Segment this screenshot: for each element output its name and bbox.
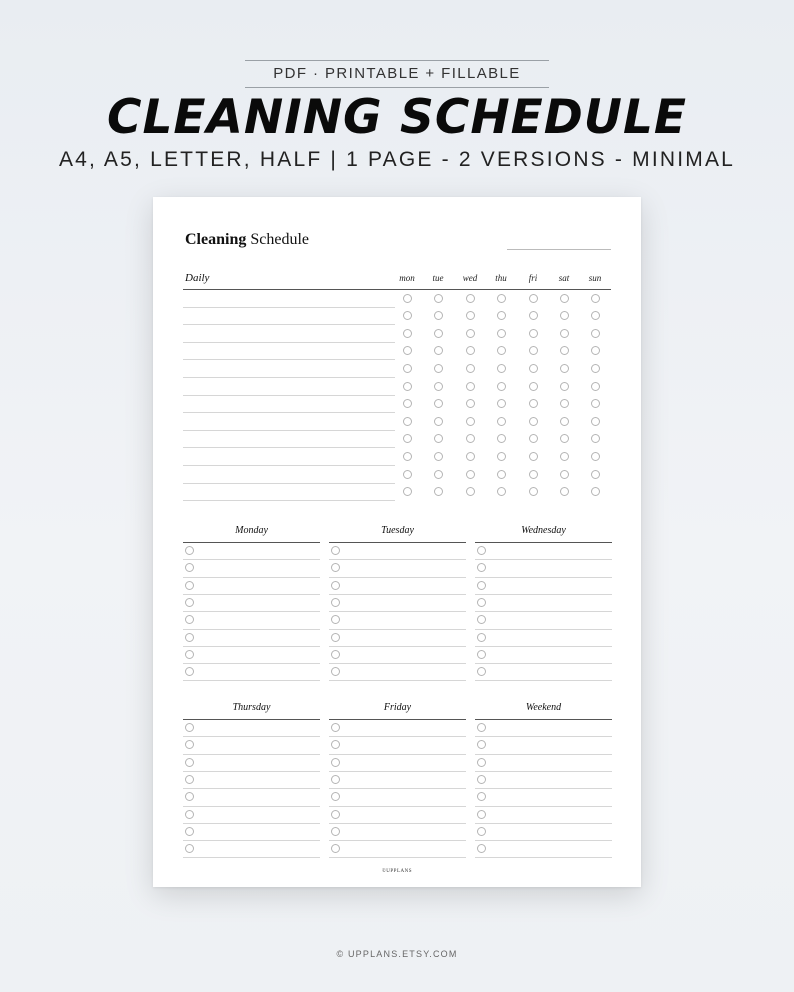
section-checkbox-tuesday[interactable] <box>331 563 340 572</box>
section-task-line-weekend[interactable] <box>475 771 612 772</box>
daily-checkbox-sun[interactable] <box>591 346 600 355</box>
section-checkbox-friday[interactable] <box>331 827 340 836</box>
section-title-monday: Monday <box>235 525 268 536</box>
section-checkbox-wednesday[interactable] <box>477 615 486 624</box>
daily-checkbox-sat[interactable] <box>560 470 569 479</box>
daily-task-line[interactable] <box>183 377 395 378</box>
daily-checkbox-thu[interactable] <box>497 329 506 338</box>
section-task-line-tuesday[interactable] <box>329 594 466 595</box>
main-title: CLEANING SCHEDULE <box>106 90 688 145</box>
daily-checkbox-sun[interactable] <box>591 470 600 479</box>
section-task-line-tuesday[interactable] <box>329 680 466 681</box>
section-checkbox-monday[interactable] <box>185 667 194 676</box>
daily-checkbox-sun[interactable] <box>591 452 600 461</box>
daily-checkbox-fri[interactable] <box>529 452 538 461</box>
section-rule-wednesday <box>475 542 612 543</box>
daily-task-line[interactable] <box>183 307 395 308</box>
section-checkbox-weekend[interactable] <box>477 792 486 801</box>
section-task-line-friday[interactable] <box>329 823 466 824</box>
section-checkbox-monday[interactable] <box>185 581 194 590</box>
daily-task-line[interactable] <box>183 324 395 325</box>
daily-checkbox-sat[interactable] <box>560 346 569 355</box>
section-checkbox-tuesday[interactable] <box>331 650 340 659</box>
section-checkbox-wednesday[interactable] <box>477 546 486 555</box>
section-checkbox-friday[interactable] <box>331 723 340 732</box>
daily-checkbox-thu[interactable] <box>497 294 506 303</box>
daily-checkbox-wed[interactable] <box>466 346 475 355</box>
section-checkbox-friday[interactable] <box>331 810 340 819</box>
daily-checkbox-sat[interactable] <box>560 399 569 408</box>
section-task-line-thursday[interactable] <box>183 736 320 737</box>
day-header-mon: mon <box>399 273 415 283</box>
section-task-line-monday[interactable] <box>183 594 320 595</box>
daily-checkbox-sat[interactable] <box>560 294 569 303</box>
section-task-line-monday[interactable] <box>183 577 320 578</box>
daily-task-line[interactable] <box>183 430 395 431</box>
section-checkbox-weekend[interactable] <box>477 723 486 732</box>
section-checkbox-tuesday[interactable] <box>331 581 340 590</box>
section-task-line-friday[interactable] <box>329 788 466 789</box>
section-task-line-weekend[interactable] <box>475 857 612 858</box>
section-rule-friday <box>329 719 466 720</box>
daily-checkbox-tue[interactable] <box>434 382 443 391</box>
daily-checkbox-sun[interactable] <box>591 487 600 496</box>
daily-checkbox-mon[interactable] <box>403 470 412 479</box>
daily-checkbox-thu[interactable] <box>497 417 506 426</box>
daily-checkbox-tue[interactable] <box>434 434 443 443</box>
section-checkbox-weekend[interactable] <box>477 827 486 836</box>
daily-checkbox-thu[interactable] <box>497 470 506 479</box>
daily-task-line[interactable] <box>183 500 395 501</box>
section-task-line-thursday[interactable] <box>183 857 320 858</box>
daily-checkbox-wed[interactable] <box>466 382 475 391</box>
sheet-title <box>185 231 309 249</box>
daily-checkbox-mon[interactable] <box>403 311 412 320</box>
section-checkbox-tuesday[interactable] <box>331 615 340 624</box>
section-task-line-monday[interactable] <box>183 646 320 647</box>
section-checkbox-wednesday[interactable] <box>477 581 486 590</box>
section-checkbox-thursday[interactable] <box>185 775 194 784</box>
daily-checkbox-tue[interactable] <box>434 311 443 320</box>
daily-checkbox-sat[interactable] <box>560 417 569 426</box>
daily-checkbox-wed[interactable] <box>466 487 475 496</box>
section-checkbox-thursday[interactable] <box>185 810 194 819</box>
daily-checkbox-sat[interactable] <box>560 434 569 443</box>
section-checkbox-weekend[interactable] <box>477 758 486 767</box>
section-task-line-tuesday[interactable] <box>329 559 466 560</box>
section-title-friday: Friday <box>383 702 412 713</box>
daily-checkbox-fri[interactable] <box>529 364 538 373</box>
section-checkbox-friday[interactable] <box>331 740 340 749</box>
section-checkbox-monday[interactable] <box>185 633 194 642</box>
footer-credit: © UPPLANS.ETSY.COM <box>336 949 458 959</box>
section-task-line-wednesday[interactable] <box>475 646 612 647</box>
daily-checkbox-sun[interactable] <box>591 382 600 391</box>
daily-checkbox-sun[interactable] <box>591 329 600 338</box>
section-checkbox-tuesday[interactable] <box>331 598 340 607</box>
section-rule-tuesday <box>329 542 466 543</box>
daily-checkbox-fri[interactable] <box>529 382 538 391</box>
daily-checkbox-thu[interactable] <box>497 434 506 443</box>
daily-task-line[interactable] <box>183 465 395 466</box>
daily-checkbox-mon[interactable] <box>403 294 412 303</box>
daily-checkbox-thu[interactable] <box>497 311 506 320</box>
daily-checkbox-sun[interactable] <box>591 417 600 426</box>
daily-task-line[interactable] <box>183 412 395 413</box>
section-title-tuesday: Tuesday <box>381 525 414 536</box>
section-task-line-thursday[interactable] <box>183 823 320 824</box>
section-checkbox-friday[interactable] <box>331 775 340 784</box>
section-task-line-wednesday[interactable] <box>475 629 612 630</box>
daily-checkbox-fri[interactable] <box>529 470 538 479</box>
section-checkbox-wednesday[interactable] <box>477 667 486 676</box>
daily-checkbox-mon[interactable] <box>403 452 412 461</box>
section-task-line-friday[interactable] <box>329 857 466 858</box>
section-task-line-weekend[interactable] <box>475 840 612 841</box>
section-checkbox-wednesday[interactable] <box>477 650 486 659</box>
daily-checkbox-thu[interactable] <box>497 452 506 461</box>
daily-checkbox-wed[interactable] <box>466 399 475 408</box>
daily-checkbox-sun[interactable] <box>591 311 600 320</box>
section-checkbox-weekend[interactable] <box>477 810 486 819</box>
title-write-line[interactable] <box>507 249 611 250</box>
daily-checkbox-wed[interactable] <box>466 364 475 373</box>
daily-checkbox-fri[interactable] <box>529 329 538 338</box>
daily-checkbox-mon[interactable] <box>403 346 412 355</box>
section-task-line-wednesday[interactable] <box>475 663 612 664</box>
daily-checkbox-fri[interactable] <box>529 417 538 426</box>
section-checkbox-weekend[interactable] <box>477 844 486 853</box>
section-task-line-weekend[interactable] <box>475 788 612 789</box>
section-rule-monday <box>183 542 320 543</box>
section-checkbox-thursday[interactable] <box>185 844 194 853</box>
sheet-title-regular: Schedule <box>246 231 309 248</box>
daily-checkbox-wed[interactable] <box>466 417 475 426</box>
section-checkbox-wednesday[interactable] <box>477 598 486 607</box>
daily-checkbox-tue[interactable] <box>434 294 443 303</box>
section-rule-weekend <box>475 719 612 720</box>
section-task-line-friday[interactable] <box>329 754 466 755</box>
section-task-line-weekend[interactable] <box>475 736 612 737</box>
daily-checkbox-tue[interactable] <box>434 399 443 408</box>
section-task-line-monday[interactable] <box>183 629 320 630</box>
section-task-line-thursday[interactable] <box>183 771 320 772</box>
daily-checkbox-sun[interactable] <box>591 364 600 373</box>
planner-sheet <box>153 197 641 887</box>
section-task-line-tuesday[interactable] <box>329 611 466 612</box>
daily-task-line[interactable] <box>183 395 395 396</box>
daily-checkbox-mon[interactable] <box>403 434 412 443</box>
daily-checkbox-mon[interactable] <box>403 487 412 496</box>
section-task-line-weekend[interactable] <box>475 754 612 755</box>
daily-checkbox-sat[interactable] <box>560 311 569 320</box>
daily-checkbox-thu[interactable] <box>497 399 506 408</box>
daily-checkbox-thu[interactable] <box>497 346 506 355</box>
section-task-line-monday[interactable] <box>183 663 320 664</box>
daily-checkbox-sat[interactable] <box>560 329 569 338</box>
daily-checkbox-sat[interactable] <box>560 452 569 461</box>
section-checkbox-monday[interactable] <box>185 615 194 624</box>
day-header-sat: sat <box>558 273 570 283</box>
section-checkbox-friday[interactable] <box>331 792 340 801</box>
section-title-wednesday: Wednesday <box>521 525 566 536</box>
brand-mark: ©UPPLANS <box>381 869 413 874</box>
daily-checkbox-thu[interactable] <box>497 382 506 391</box>
section-task-line-thursday[interactable] <box>183 840 320 841</box>
sheet-title-bold: Cleaning <box>185 231 247 248</box>
section-title-thursday: Thursday <box>232 702 271 713</box>
section-task-line-weekend[interactable] <box>475 806 612 807</box>
section-task-line-wednesday[interactable] <box>475 680 612 681</box>
section-rule-thursday <box>183 719 320 720</box>
section-checkbox-thursday[interactable] <box>185 827 194 836</box>
section-task-line-thursday[interactable] <box>183 806 320 807</box>
daily-checkbox-tue[interactable] <box>434 487 443 496</box>
daily-checkbox-fri[interactable] <box>529 346 538 355</box>
section-checkbox-monday[interactable] <box>185 650 194 659</box>
section-checkbox-thursday[interactable] <box>185 723 194 732</box>
section-checkbox-friday[interactable] <box>331 844 340 853</box>
section-task-line-wednesday[interactable] <box>475 577 612 578</box>
section-checkbox-wednesday[interactable] <box>477 633 486 642</box>
daily-checkbox-sat[interactable] <box>560 382 569 391</box>
section-task-line-friday[interactable] <box>329 806 466 807</box>
daily-checkbox-fri[interactable] <box>529 294 538 303</box>
daily-checkbox-tue[interactable] <box>434 452 443 461</box>
section-task-line-tuesday[interactable] <box>329 663 466 664</box>
tagline: PDF · PRINTABLE + FILLABLE <box>245 60 549 88</box>
daily-label: Daily <box>185 272 210 284</box>
daily-checkbox-fri[interactable] <box>529 434 538 443</box>
daily-checkbox-sat[interactable] <box>560 364 569 373</box>
daily-task-line[interactable] <box>183 447 395 448</box>
daily-header-rule <box>183 289 611 290</box>
section-checkbox-thursday[interactable] <box>185 758 194 767</box>
section-checkbox-monday[interactable] <box>185 563 194 572</box>
daily-checkbox-sat[interactable] <box>560 487 569 496</box>
daily-checkbox-mon[interactable] <box>403 382 412 391</box>
daily-checkbox-mon[interactable] <box>403 329 412 338</box>
section-checkbox-tuesday[interactable] <box>331 667 340 676</box>
section-task-line-friday[interactable] <box>329 736 466 737</box>
daily-checkbox-wed[interactable] <box>466 434 475 443</box>
section-checkbox-monday[interactable] <box>185 598 194 607</box>
section-task-line-thursday[interactable] <box>183 788 320 789</box>
daily-checkbox-wed[interactable] <box>466 329 475 338</box>
daily-checkbox-tue[interactable] <box>434 346 443 355</box>
section-task-line-wednesday[interactable] <box>475 559 612 560</box>
section-task-line-tuesday[interactable] <box>329 629 466 630</box>
section-task-line-friday[interactable] <box>329 840 466 841</box>
section-task-line-monday[interactable] <box>183 559 320 560</box>
section-task-line-friday[interactable] <box>329 771 466 772</box>
daily-checkbox-fri[interactable] <box>529 311 538 320</box>
daily-checkbox-tue[interactable] <box>434 364 443 373</box>
daily-checkbox-wed[interactable] <box>466 452 475 461</box>
section-checkbox-tuesday[interactable] <box>331 546 340 555</box>
daily-checkbox-tue[interactable] <box>434 470 443 479</box>
section-task-line-tuesday[interactable] <box>329 646 466 647</box>
daily-checkbox-thu[interactable] <box>497 487 506 496</box>
section-checkbox-tuesday[interactable] <box>331 633 340 642</box>
section-checkbox-weekend[interactable] <box>477 775 486 784</box>
section-task-line-monday[interactable] <box>183 611 320 612</box>
section-task-line-weekend[interactable] <box>475 823 612 824</box>
daily-checkbox-mon[interactable] <box>403 399 412 408</box>
section-checkbox-weekend[interactable] <box>477 740 486 749</box>
section-title-weekend: Weekend <box>525 702 562 713</box>
daily-checkbox-thu[interactable] <box>497 364 506 373</box>
daily-checkbox-sun[interactable] <box>591 434 600 443</box>
daily-checkbox-sun[interactable] <box>591 399 600 408</box>
daily-checkbox-fri[interactable] <box>529 399 538 408</box>
section-task-line-thursday[interactable] <box>183 754 320 755</box>
daily-checkbox-wed[interactable] <box>466 294 475 303</box>
daily-checkbox-fri[interactable] <box>529 487 538 496</box>
daily-task-line[interactable] <box>183 342 395 343</box>
daily-task-line[interactable] <box>183 483 395 484</box>
daily-checkbox-mon[interactable] <box>403 417 412 426</box>
daily-checkbox-sun[interactable] <box>591 294 600 303</box>
section-task-line-tuesday[interactable] <box>329 577 466 578</box>
daily-checkbox-wed[interactable] <box>466 470 475 479</box>
daily-checkbox-mon[interactable] <box>403 364 412 373</box>
daily-checkbox-wed[interactable] <box>466 311 475 320</box>
day-header-tue: tue <box>432 273 444 283</box>
daily-task-line[interactable] <box>183 359 395 360</box>
section-checkbox-thursday[interactable] <box>185 740 194 749</box>
section-checkbox-monday[interactable] <box>185 546 194 555</box>
section-checkbox-wednesday[interactable] <box>477 563 486 572</box>
subtitle: A4, A5, LETTER, HALF | 1 PAGE - 2 VERSIONS - MINIMAL <box>58 148 736 171</box>
day-header-fri: fri <box>528 273 538 283</box>
day-header-sun: sun <box>588 273 602 283</box>
section-task-line-monday[interactable] <box>183 680 320 681</box>
daily-checkbox-tue[interactable] <box>434 417 443 426</box>
day-header-wed: wed <box>462 273 478 283</box>
section-checkbox-thursday[interactable] <box>185 792 194 801</box>
daily-checkbox-tue[interactable] <box>434 329 443 338</box>
section-task-line-wednesday[interactable] <box>475 594 612 595</box>
section-checkbox-friday[interactable] <box>331 758 340 767</box>
day-header-thu: thu <box>495 273 507 283</box>
section-task-line-wednesday[interactable] <box>475 611 612 612</box>
